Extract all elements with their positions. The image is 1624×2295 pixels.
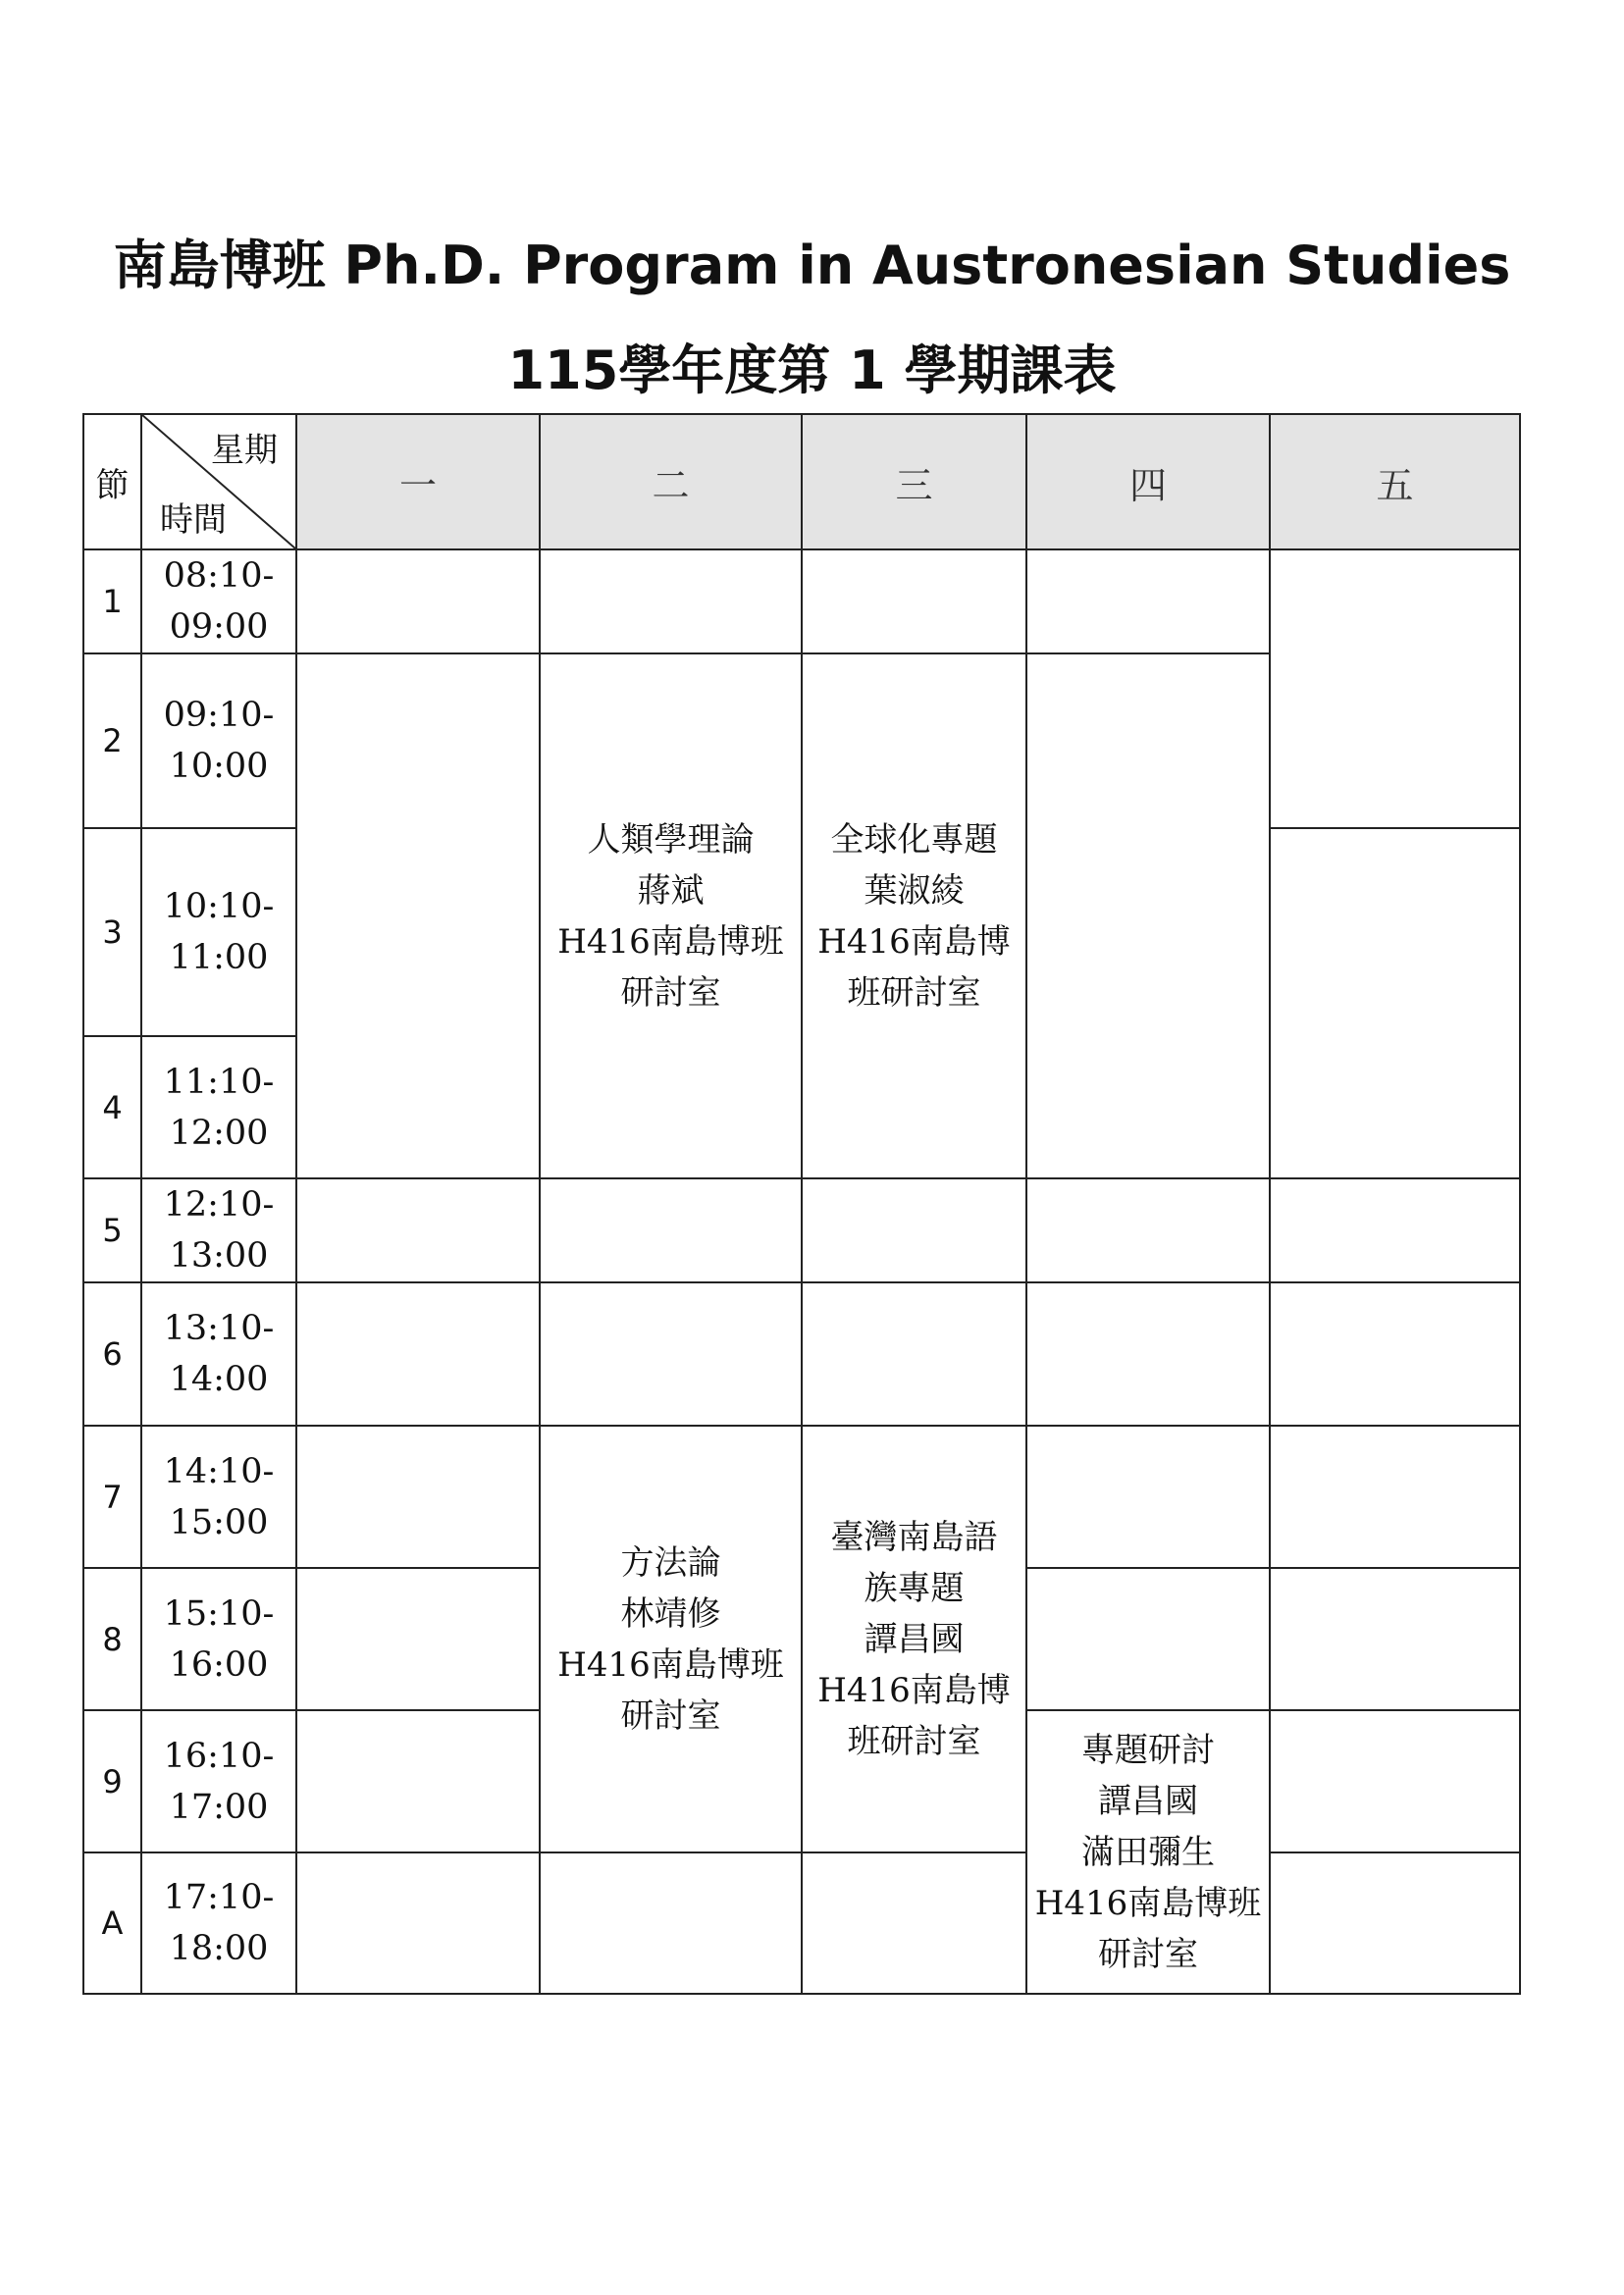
period-row <box>83 1426 1520 1568</box>
empty-cell <box>802 1282 1026 1426</box>
period-time: 16:10- 17:00 <box>141 1710 296 1852</box>
day-header-mon: 一 <box>296 414 540 549</box>
empty-cell <box>1270 1178 1520 1282</box>
period-number: A <box>83 1852 141 1994</box>
empty-cell <box>1270 1282 1520 1426</box>
period-row <box>83 549 1520 653</box>
empty-cell <box>296 1710 540 1852</box>
period-time: 14:10- 15:00 <box>141 1426 296 1568</box>
period-number: 4 <box>83 1036 141 1178</box>
empty-cell <box>1270 1710 1520 1852</box>
corner-header <box>141 414 296 549</box>
page-subtitle: 115學年度第 1 學期課表 <box>507 339 1117 401</box>
empty-cell <box>802 1178 1026 1282</box>
period-time: 17:10- 18:00 <box>141 1852 296 1994</box>
empty-cell <box>296 1852 540 1994</box>
period-time: 15:10- 16:00 <box>141 1568 296 1710</box>
empty-cell <box>540 1178 802 1282</box>
course-cell: 專題研討 譚昌國 滿田彌生 H416南島博班 研討室 <box>1026 1710 1270 1994</box>
time-label: 時間 <box>160 500 227 540</box>
empty-cell <box>1026 1282 1270 1426</box>
period-number: 5 <box>83 1178 141 1282</box>
empty-cell <box>1270 1568 1520 1710</box>
day-header-wed: 三 <box>802 414 1026 549</box>
empty-cell <box>540 549 802 653</box>
empty-cell <box>296 1426 540 1568</box>
empty-cell <box>1270 1426 1520 1568</box>
day-header-thu: 四 <box>1026 414 1270 549</box>
empty-cell <box>540 1852 802 1994</box>
period-time: 08:10- 09:00 <box>141 549 296 653</box>
empty-cell <box>1026 1568 1270 1710</box>
course-cell: 人類學理論 蔣斌 H416南島博班 研討室 <box>540 653 802 1178</box>
period-number: 1 <box>83 549 141 653</box>
empty-cell <box>540 1282 802 1426</box>
empty-cell <box>1026 1426 1270 1568</box>
empty-cell <box>1026 549 1270 653</box>
period-number: 2 <box>83 653 141 828</box>
empty-cell <box>296 1282 540 1426</box>
empty-cell <box>296 1178 540 1282</box>
empty-cell <box>1270 1852 1520 1994</box>
period-time: 09:10- 10:00 <box>141 653 296 828</box>
period-time: 10:10- 11:00 <box>141 828 296 1036</box>
period-row <box>83 1178 1520 1282</box>
empty-cell <box>1270 828 1520 1178</box>
weekday-label: 星期 <box>211 431 278 470</box>
period-row <box>83 1282 1520 1426</box>
course-cell: 方法論 林靖修 H416南島博班 研討室 <box>540 1426 802 1852</box>
period-time: 12:10- 13:00 <box>141 1178 296 1282</box>
empty-cell <box>802 1852 1026 1994</box>
period-number: 3 <box>83 828 141 1036</box>
day-header-fri: 五 <box>1270 414 1520 549</box>
day-header-tue: 二 <box>540 414 802 549</box>
period-time: 13:10- 14:00 <box>141 1282 296 1426</box>
period-number: 8 <box>83 1568 141 1710</box>
period-number: 7 <box>83 1426 141 1568</box>
page-title: 南島博班 Ph.D. Program in Austronesian Studies <box>113 235 1511 296</box>
schedule-table <box>82 413 1521 1995</box>
period-time: 11:10- 12:00 <box>141 1036 296 1178</box>
period-number: 9 <box>83 1710 141 1852</box>
empty-cell <box>296 653 540 1178</box>
empty-cell <box>1270 549 1520 828</box>
period-number: 6 <box>83 1282 141 1426</box>
course-cell: 臺灣南島語 族專題 譚昌國 H416南島博 班研討室 <box>802 1426 1026 1852</box>
empty-cell <box>802 549 1026 653</box>
header-row <box>83 414 1520 549</box>
period-row <box>83 1852 1520 1994</box>
period-header: 節 <box>83 414 141 549</box>
empty-cell <box>296 1568 540 1710</box>
empty-cell <box>1026 653 1270 1178</box>
empty-cell <box>1026 1178 1270 1282</box>
empty-cell <box>296 549 540 653</box>
course-cell: 全球化專題 葉淑綾 H416南島博 班研討室 <box>802 653 1026 1178</box>
